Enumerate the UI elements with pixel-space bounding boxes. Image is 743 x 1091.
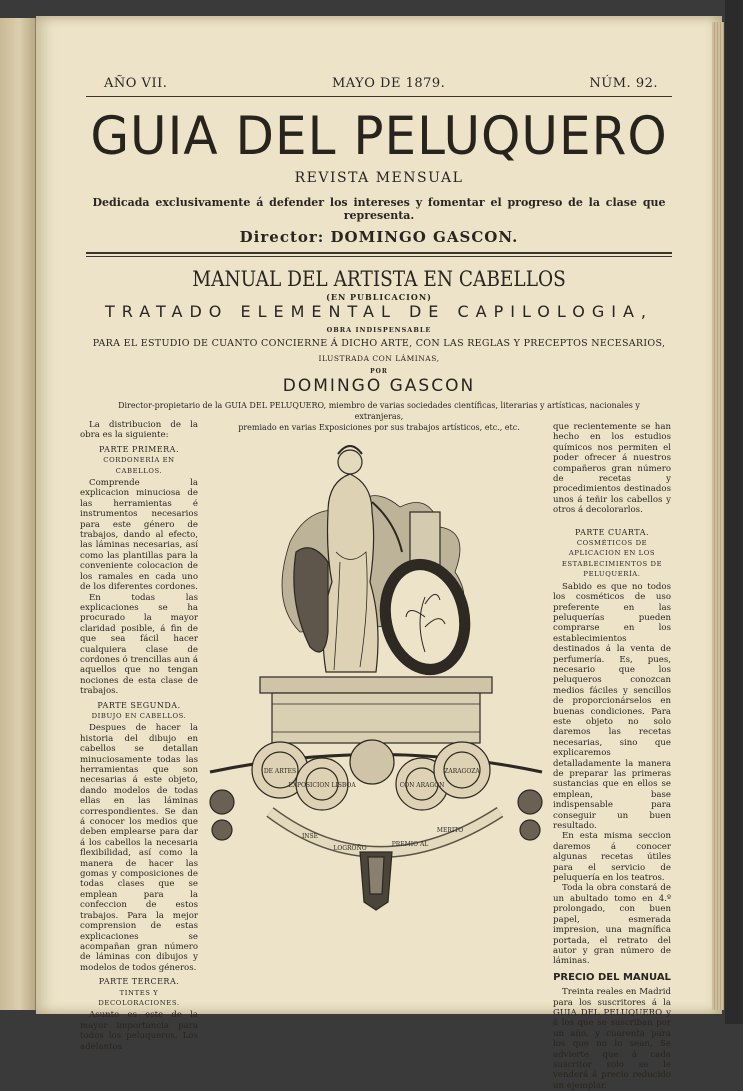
part4-paragraph: Sabido es que no todos los cosméticos de uso preferente en las peluquerías pueden comprarse en los establecimientos destinados á la venta de perfumería. Es, pues, necesario que los peluqueros conozcan medios fáciles y sencillos de proporcionárselos en buenas condiciones. Para este objeto no solo daremos las recetas necesarias, sino que explicaremos detalladamente la manera de preparar las primeras sustancias que en ellos se emplean, base indispensable para conseguir un buen resultado. — [553, 581, 671, 832]
masthead-rule-top — [86, 252, 672, 254]
part2-heading: PARTE SEGUNDA. — [97, 700, 181, 710]
part2-paragraph: Despues de hacer la historia del dibujo en cabellos se detallan minuciosamente todas las herramientas que son necesarias á este objeto, dando modelos de todas ellas en las láminas correspondientes. Se dan á conocer los medios que deben emplearse para dar á los cabellos la necesaria flexibilidad, así como la manera de hacer las gomas y composiciones de todas clases que se emplean para la confeccion de estos trabajos. Para la mejor comprension de estas explicaciones se acompañan gran número de láminas con dibujos y modelos de todos géneros. — [80, 723, 198, 973]
right-column — [553, 422, 671, 1091]
manual-author: DOMINGO GASCON — [282, 376, 476, 396]
ribbon-text: INSE — [301, 833, 319, 840]
part1-subheading: CORDONERÍA EN CABELLOS. — [103, 456, 175, 475]
part2-subheading: DIBUJO EN CABELLOS. — [91, 711, 187, 720]
ribbon-text: PREMIO AL — [391, 841, 429, 848]
part1-heading: PARTE PRIMERA. — [99, 444, 179, 454]
issue-date: MAYO DE 1879. — [332, 76, 446, 91]
price-paragraph: Treinta reales en Madrid para los suscritores á la GUIA DEL PELUQUERO y á los que se suscriban por un año, y cuarenta para los que no lo sean. Se advierte que á cada suscritor solo se le venderá á precio reducido un ejemplar. — [553, 987, 671, 1091]
medal-text: DE ARTES — [263, 768, 297, 775]
ribbon-text: LOGROÑO — [333, 845, 367, 852]
manual-status: (EN PUBLICACION) — [326, 292, 432, 302]
journal-dedication: Dedicada exclusivamente á defender los intereses y fomentar el progreso de la clase que representa. — [92, 196, 666, 222]
issue-year: AÑO VII. — [104, 76, 168, 91]
part1-paragraph: Comprende la explicacion minuciosa de las herramientas é instrumentos necesarios para este género de trabajos, dando al efecto, las láminas necesarias, así como las plantillas para la conveniente colocacion de los ramales en cada uno de los diferentes cordones. — [80, 478, 198, 593]
credentials-line-1: Director-propietario de la GUIA DEL PELUQUERO, miembro de varias sociedades científicas, literarias y artísticas, nacionales y extranjeras, — [118, 401, 640, 421]
manual-purpose: PARA EL ESTUDIO DE CUANTO CONCIERNE Á DICHO ARTE, CON LAS REGLAS Y PRECEPTOS NECESARIOS, — [92, 338, 666, 349]
part4-heading: PARTE CUARTA. — [574, 527, 650, 537]
previous-page-edge — [0, 18, 36, 1010]
journal-title: GUIA DEL PELUQUERO — [90, 105, 668, 167]
background-strip — [725, 0, 743, 1024]
part4-subheading: COSMÉTICOS DE APLICACION EN LOS ESTABLECIMIENTOS DE PELUQUERÍA. — [561, 539, 663, 579]
distribution-intro: La distribucion de la obra es la siguiente: — [80, 420, 198, 441]
manual-note: OBRA INDISPENSABLE — [326, 326, 432, 334]
manual-title: MANUAL DEL ARTISTA EN CABELLOS — [192, 267, 566, 291]
medal-text: ZARAGOZA — [444, 768, 480, 775]
journal-director: Director: DOMINGO GASCON. — [239, 228, 519, 246]
engraving-illustration — [200, 432, 552, 912]
part3-heading: PARTE TERCERA. — [98, 977, 180, 987]
part4-paragraph: Toda la obra constará de un abultado tomo en 4.º prolongado, con buen papel, esmerada impresion, una magnífica portada, el retrato del autor y gran número de láminas. — [553, 883, 671, 967]
medal-text: CON ARAGON — [399, 782, 445, 789]
left-column — [80, 420, 198, 1052]
journal-subtitle: REVISTA MENSUAL — [294, 170, 464, 186]
credentials-line-2: premiado en varias Exposiciones por sus trabajos artísticos, etc., etc. — [238, 423, 520, 432]
manual-illustrated: ILUSTRADA CON LÁMINAS, — [318, 354, 440, 363]
part1-paragraph: En todas las explicaciones se ha procurado la mayor claridad posible, á fin de que sea fácil hacer cualquiera clase de cordones ó trencillas aun á aquellos que no tengan nociones de esta clase de trabajos. — [80, 592, 198, 697]
manual-treatise: TRATADO ELEMENTAL DE CAPILOLOGIA, — [105, 302, 653, 321]
issue-header — [104, 76, 658, 94]
price-heading: PRECIO DEL MANUAL — [553, 971, 671, 983]
part3-continuation: que recientemente se han hecho en los estudios químicos nos permiten el poder ofrecer á nuestros compañeros gran número de recetas y procedimientos destinados unos á teñir los cabellos y otros á decolorarlos. — [553, 422, 671, 516]
page-stack-edge — [712, 22, 724, 1010]
issue-number: NÚM. 92. — [589, 76, 658, 91]
part3-paragraph: Asunto es este de la mayor importancia para todos los peluqueros. Los adelantos — [80, 1010, 198, 1052]
manual-by: POR — [370, 368, 388, 375]
ribbon-text: MERITO — [436, 827, 464, 834]
header-rule — [86, 96, 672, 97]
part3-subheading: TINTES Y DECOLORACIONES. — [98, 988, 180, 1007]
medal-text: EXPOSICION LISBOA — [288, 782, 356, 789]
masthead-rule-bottom — [86, 256, 672, 257]
part4-paragraph: En esta misma seccion daremos á conocer algunas recetas útiles para el servicio de peluquería en los teatros. — [553, 831, 671, 884]
